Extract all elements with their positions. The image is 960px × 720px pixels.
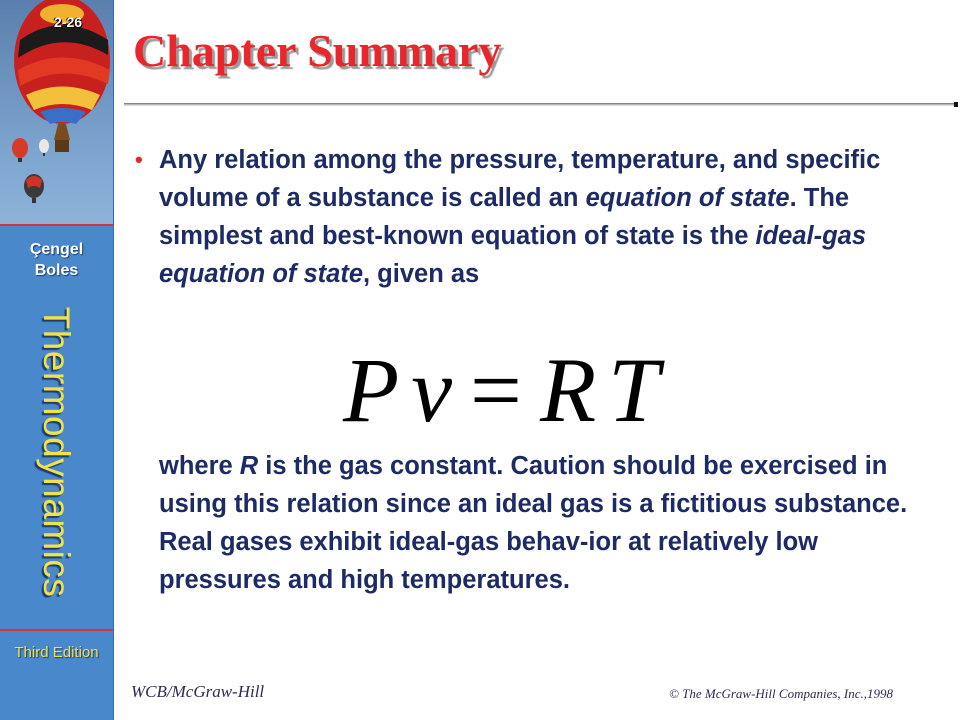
slide-number: 2-26 [54,14,83,30]
para1-text-c: . The simplest and best-known equation of state is the [159,184,850,250]
hot-air-balloon-icon [0,0,113,225]
para1-text-e: , given as [363,260,480,288]
underline-end-dot [954,102,958,107]
summary-paragraph-1 [135,141,939,293]
bullet-icon: • [135,147,143,172]
equation-T: T [608,339,660,441]
author-boles: Boles [34,262,79,279]
equation-equals: = [470,339,522,441]
paragraph-text [159,141,939,293]
author-cengel: Çengel [29,241,84,258]
ideal-gas-equation [343,340,743,440]
publisher-label: WCB/McGraw-Hill [131,682,265,701]
term-equation-of-state: equation of state [585,184,790,212]
sidebar-divider-top [0,224,113,226]
slide-title: Chapter Summary [133,25,502,76]
equation-v: v [411,339,453,441]
symbol-R: R [239,452,259,480]
equation-R: R [539,339,597,441]
sidebar [0,0,114,720]
term-ideal-gas-equation: ideal-gas equation of state [159,222,867,288]
balloon-photo [0,0,113,225]
para2-text-c: is the gas constant. Caution should be exercised in using this relation since an ideal gas is a fictitious substance. Real gases exhibit ideal-gas behav-ior at relatively low pressures and high temperatures. [159,452,908,594]
copyright-notice: © The McGraw-Hill Companies, Inc.,1998 [669,686,893,701]
para2-text-a: where [159,452,240,480]
equation-P: P [343,339,400,441]
summary-paragraph-2 [159,447,939,599]
edition-label: Third Edition [14,644,99,661]
author-names [0,239,113,281]
sidebar-divider-bottom [0,629,113,631]
para1-text-a: Any relation among the pressure, temperature, and specific volume of a substance is called an [159,146,881,212]
title-underline [124,103,958,106]
book-title: Thermodynamics [36,306,77,598]
